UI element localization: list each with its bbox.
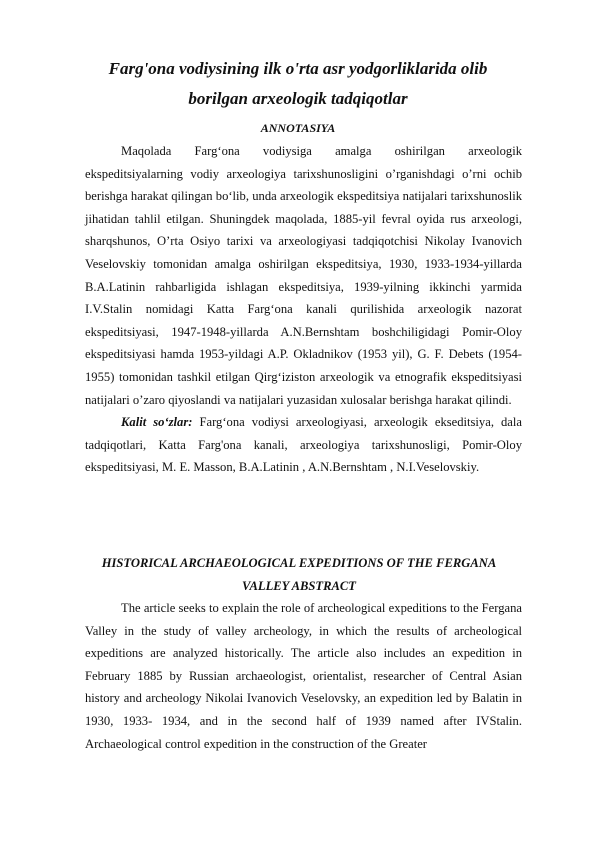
title-line-2: borilgan arxeologik tadqiqotlar bbox=[188, 89, 408, 108]
keywords-label: Kalit so‘zlar: bbox=[121, 415, 193, 430]
abstract-section bbox=[85, 597, 522, 755]
paper-title bbox=[60, 54, 536, 114]
title-line-1: Farg'ona vodiysining ilk o'rta asr yodgorliklarida olib bbox=[108, 59, 488, 78]
keywords-text: Farg‘ona vodiysi arxeologiyasi, arxeologik ekseditsiya, dala tadqiqotlari, Katta Farg'ona kanali, arxeologiya tarixshunosligi, Pomir-Oloy ekspeditsiyasi, M. E. Masson, B.A.Latinin , A.N.Bernshtam , N.I.Veselovskiy. bbox=[85, 415, 522, 475]
keywords-paragraph bbox=[85, 411, 522, 479]
annotation-paragraph: Maqolada Farg‘ona vodiysiga amalga oshirilgan arxeologik ekspeditsiyalarning vodiy arxeologiya tarixshunosligini o’rganishdagi o’rni ochib berishga harakat qilingan bo‘lib, unda arxeologik ekspeditsiya natijalari tarixshunoslik jihatidan tahlil etilgan. Shuningdek maqolada, 1885-yil fevral oyida rus arxeologi, sharqshunos, O’rta Osiyo tarixi va arxeologiyasi tadqiqotchisi Nikolay Ivanovich Veselovskiy tomonidan amalga oshirilgan ekspeditsiya, 1930, 1933-1934-yillarda B.A.Latinin rahbarligida ishlagan ekspeditsiya, 1939-yilning ikkinchi yarmida I.V.Stalin nomidagi Katta Farg‘ona kanali qurilishida arxeologik nazorat ekspeditsiyasi, 1947-1948-yillarda A.N.Bernshtam boshchiligidagi Pomir-Oloy ekspeditsiyasi hamda 1953-yildagi A.P. Okladnikov (1953 yil), G. F. Debets (1954-1955) tomonidan tashkil etilgan Qirg‘iziston arxeologik va etnografik ekspeditsiyasi natijalari o’zaro qiyoslandi va natijalari yuzasidan xulosalar berishga harakat qilindi. bbox=[85, 144, 522, 407]
abstract-paragraph: The article seeks to explain the role of archeological expeditions to the Fergana Valley in the study of valley archeology, in which the results of archeological expeditions are analyzed historically. The article also includes an expedition in February 1885 by Russian archaeologist, orientalist, researcher of Central Asian history and archeology Nikolai Ivanovich Veselovsky, an expedition led by Balatin in 1930, 1933- 1934, and in the second half of 1939 named after IVStalin. Archaeological control expedition in the construction of the Greater bbox=[85, 601, 522, 751]
annotation-section bbox=[85, 140, 522, 479]
english-heading-line-2: VALLEY ABSTRACT bbox=[242, 578, 356, 593]
english-heading bbox=[74, 552, 524, 597]
annotation-heading: ANNOTASIYA bbox=[260, 121, 336, 135]
english-heading-line-1: HISTORICAL ARCHAEOLOGICAL EXPEDITIONS OF THE FERGANA bbox=[101, 556, 497, 570]
